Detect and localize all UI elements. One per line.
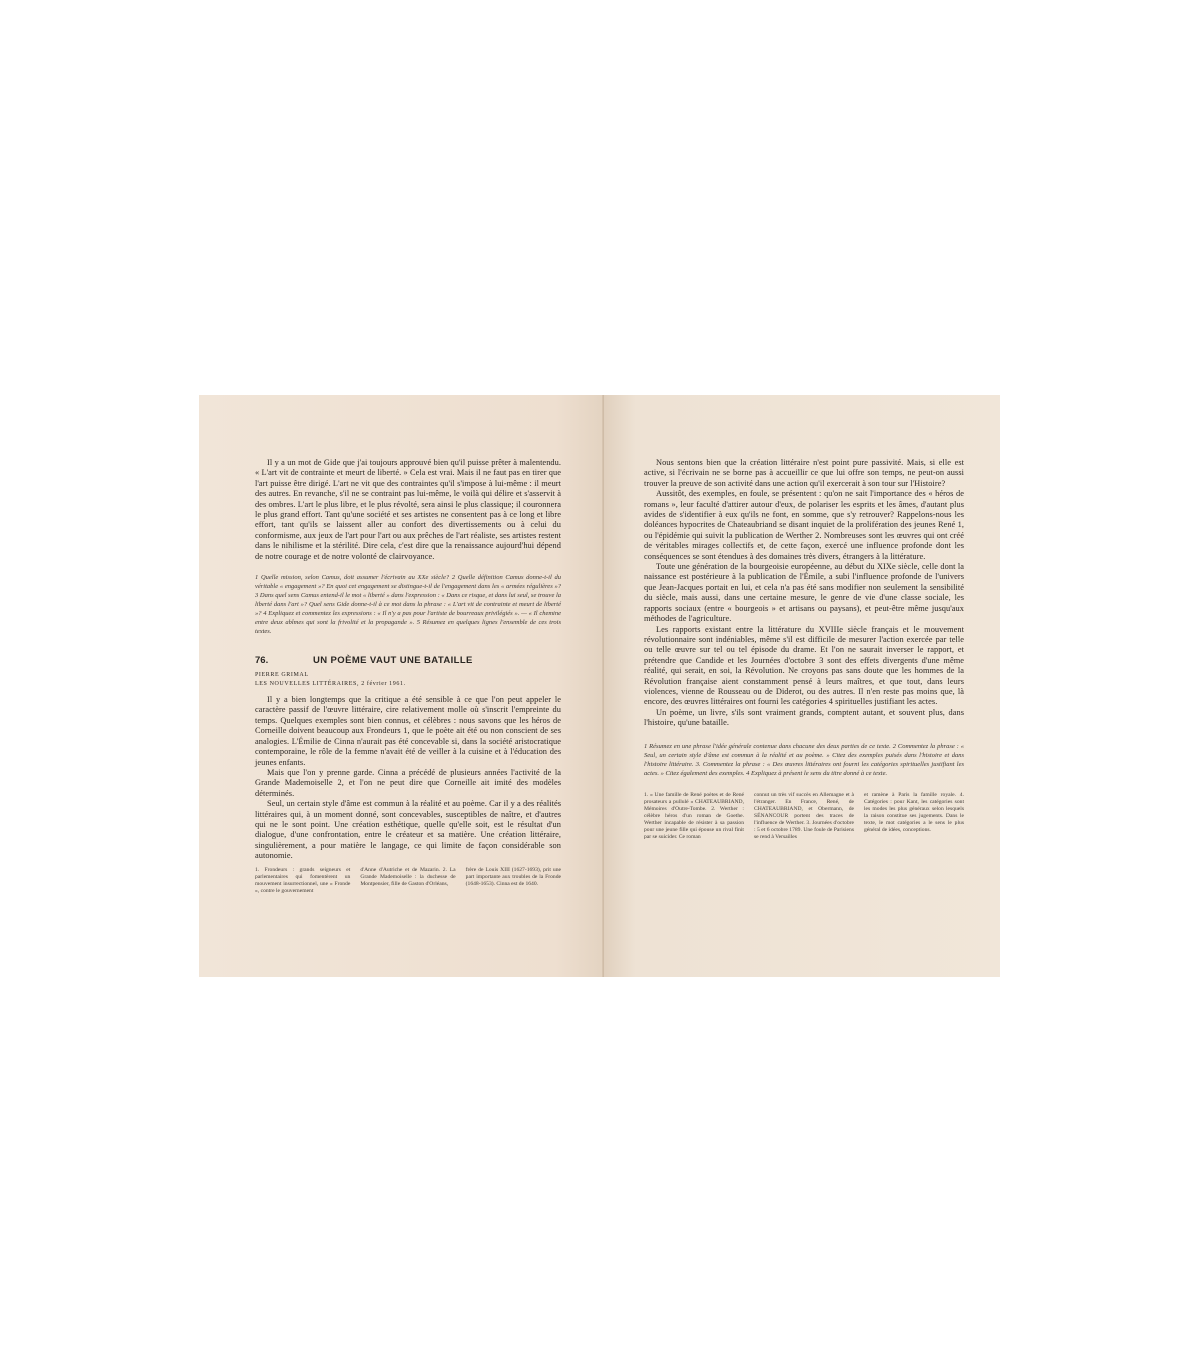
right-footnotes [644,792,964,841]
footnote-column: 1. Frondeurs : grands seigneurs et parlementaires qui fomentèrent un mouvement insurrectionnel, une « Fronde », contre le gouvernement [255,866,351,894]
paragraph: Seul, un certain style d'âme est commun à la réalité et au poème. Car il y a des réalités littéraires qui, à un moment donné, sont concevables, susceptibles de naître, et d'autres qui ne le sont point. Une création esthétique, quelle qu'elle soit, est le résultat d'un dialogue, d'une confrontation, entre le créateur et sa matière. Une création littéraire, singulièrement, a pour matière le langage, ce qui limite de façon considérable son autonomie. [255,799,561,861]
footnote-column: et ramène à Paris la famille royale. 4. Catégories : pour Kant, les catégories sont les modes les plus généraux selon lesquels la raison constitue ses jugements. Dans le texte, le mot catégories a le sens le plus général de idées, conceptions. [864,791,964,833]
chapter-heading [255,655,561,666]
paragraph: Un poème, un livre, s'ils sont vraiment grands, comptent autant, et souvent plus, dans l'histoire, qu'une bataille. [644,707,964,728]
source-line: LES NOUVELLES LITTÉRAIRES, 2 février 1961. [255,681,406,688]
right-column [644,458,964,841]
footnote-column: d'Anne d'Autriche et de Mazarin. 2. La Grande Mademoiselle : la duchesse de Montpensier, fille de Gaston d'Orléans, [360,866,456,887]
left-questions: 1 Quelle mission, selon Camus, doit assumer l'écrivain au XXe siècle? 2 Quelle définition Camus donne-t-il du véritable « engagement »? En quoi cet engagement se distingue-t-il de l'engagement dans les « armées régulières »? 3 Dans quel sens Camus entend-il le mot « liberté » dans l'expression : « Dans ce risque, et dans lui seul, se trouve la liberté dans l'art »? Quel sens Gide donne-t-il à ce mot dans la phrase : « L'art vit de contrainte et meurt de liberté »? 4 Expliquez et commentez les expressions : « Il n'y a pas pour l'artiste de bourreaux privilégiés ». — « Il chemine entre deux abîmes qui sont la frivolité et la propagande ». 5 Résumez en quelques lignes l'ensemble de ces trois textes. [255,574,562,636]
paragraph: Mais que l'on y prenne garde. Cinna a précédé de plusieurs années l'activité de la Grande Mademoiselle 2, et l'on ne peut dire que Corneille ait imité des modèles déterminés. [255,767,561,798]
paragraph: Toute une génération de la bourgeoisie européenne, au début du XIXe siècle, celle dont la naissance est postérieure à la publication de l'Émile, a subi l'influence profonde de l'univers que Jean-Jacques portait en lui, et cela n'a pas été sans modifier non seulement la sensibilité du siècle, mais aussi, dans une certaine mesure, le genre de vie d'une classe sociale, les rapports sociaux (entre « bourgeois » et artisans ou paysans), et peut-être même jusqu'aux méthodes de l'agriculture. [644,562,964,624]
chapter-number: 76. [255,655,269,667]
footnote-column: 1. « Une famille de René poètes et de René prosateurs a pullulé » CHATEAUBRIAND, Mémoires d'Outre-Tombe. 2. Werther : célèbre héros d'un roman de Goethe. Werther incapable de résister à sa passion pour une jeune fille qui épouse un rival finit par se suicider. Ce roman [644,791,744,840]
left-footnotes [255,867,561,895]
right-page [604,395,1000,977]
gide-passage: Il y a un mot de Gide que j'ai toujours approuvé bien qu'il puisse prêter à malentendu. « L'art vit de contrainte et meurt de liberté. » Cela est vrai. Mais il ne faut pas en tirer que l'art puisse être dirigé. L'art ne vit que des contraintes qu'il s'impose à lui-même : il meurt des autres. En revanche, s'il ne se contraint pas lui-même, le voilà qui délire et s'asservit à des ombres. L'art le plus libre, et le plus révolté, sera ainsi le plus classique; il couronnera le plus grand effort. Tant qu'une société et ses artistes ne consentent pas à ce long et libre effort, tant qu'ils se laissent aller au confort des divertissements ou à celui du conformisme, aux jeux de l'art pour l'art ou aux prêches de l'art réaliste, ses artistes restent dans le nihilisme et la stérilité. Dire cela, c'est dire que la renaissance aujourd'hui dépend de notre courage et de notre volonté de clairvoyance. [255,458,561,561]
author-name: PIERRE GRIMAL [255,672,309,679]
left-column [255,458,561,895]
chapter-title: UN POÈME VAUT UNE BATAILLE [313,655,473,667]
paragraph: Il y a bien longtemps que la critique a été sensible à ce que l'on peut appeler le caractère passif de l'œuvre littéraire, cire relativement molle où s'inscrit l'empreinte du temps. Quelques exemples sont bien connus, et célèbres : nous savons que les héros de Corneille doivent beaucoup aux Frondeurs 1, que le poète ait été ou non conscient de ses analogies. L'Émilie de Cinna n'aurait pas été concevable si, dans la société aristocratique contemporaine, le rôle de la femme n'avait été de veiller à la cuisine et à l'éducation des jeunes enfants. [255,695,561,767]
footnote-column: frère de Louis XIII (1627-1693), prit une part importante aux troubles de la Fronde (1648-1653). Cinna est de 1640. [465,866,561,887]
paragraph: Nous sentons bien que la création littéraire n'est point pure passivité. Mais, si elle est active, si l'écrivain ne se borne pas à accueillir ce que lui offre son temps, ne peut-on aussi trouver la preuve de son activité dans une action qu'il exercerait à son tour sur l'Histoire? [644,458,964,488]
footnote-column: connut un très vif succès en Allemagne et à l'étranger. En France, René, de CHATEAUBRIAND, et Obermann, de SÉNANCOUR portent des traces de l'influence de Werther. 3. Journées d'octobre : 5 et 6 octobre 1789. Une foule de Parisiens se rend à Versailles [754,791,854,840]
right-questions: 1 Résumez en une phrase l'idée générale contenue dans chacune des deux parties de ce texte. 2 Commentez la phrase : « Seul, un certain style d'âme est commun à la réalité et au poème. » Citez des exemples puisés dans l'histoire et dans l'histoire littéraire. 3. Commentez la phrase : « Des œuvres littéraires ont fourni les catégories spirituelles justifiant les actes. » Citez également des exemples. 4 Expliquez à présent le sens du titre donné à ce texte. [644,742,964,777]
paragraph: Aussitôt, des exemples, en foule, se présentent : qu'on ne sait l'importance des « héros de romans », leur faculté d'attirer autour d'eux, de polariser les esprits et les âmes, d'autant plus avides de s'identifier à eux qu'ils ne font, en somme, que s'y retrouver? Rappelons-nous les doléances hypocrites de Chateaubriand se disant inquiet de la prolifération des jeunes René 1, ou l'épidémie qui suivit la publication de Werther 2. Nombreuses sont les œuvres qui ont créé de véritables mirages collectifs et, de cette façon, exercé une influence profonde dont les conséquences se sont étendues à des domaines très divers, étrangers à la littérature. [644,489,964,561]
paragraph: Les rapports existant entre la littérature du XVIIIe siècle français et le mouvement révolutionnaire sont indéniables, même s'il est difficile de mesurer l'action exercée par telle ou telle œuvre sur tel ou tel épisode du drame. Et l'on ne saurait inverser le rapport, et prétendre que Candide et les Journées d'octobre 3 sont des effets divergents d'une même réalité, qui serait, en soi, la Révolution. Ne croyons pas sans doute que les hommes de la Révolution française aient constamment pensé à leurs maîtres, et que tout, dans leurs violences, vienne de Rousseau ou de Diderot, ou des autres. Il n'en reste pas moins que, là encore, des œuvres littéraires ont fourni les catégories 4 spirituelles justifiant les actes. [644,624,964,707]
left-page [199,395,604,977]
book-spread [199,395,1000,977]
